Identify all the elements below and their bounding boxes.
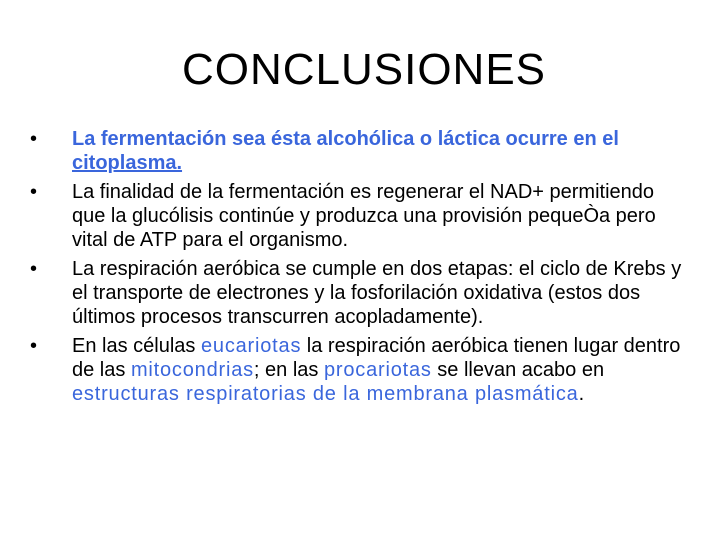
- citoplasma-link[interactable]: citoplasma.: [72, 152, 183, 174]
- bullet-item-3: [28, 257, 688, 329]
- bullet-dot: •: [30, 335, 38, 357]
- bullet-item-2: [28, 180, 688, 252]
- slide-title: CONCLUSIONES: [181, 45, 547, 94]
- bullet-dot: •: [30, 128, 38, 150]
- bullet-item-1: [28, 127, 688, 175]
- bullet-text: .: [578, 383, 585, 405]
- bullet-dot: •: [30, 181, 38, 203]
- bullet-text: ; en las: [253, 359, 324, 381]
- bullet-text: La finalidad de la fermentación es regenerar el NAD+ permitiendo que la glucólisis continúe y produzca una provisión pequeÒa pero vital de ATP para el organismo.: [72, 181, 656, 251]
- bullet-dot: •: [30, 258, 38, 280]
- estructuras-respiratorias-link[interactable]: estructuras respiratorias de la membrana plasmática: [72, 383, 579, 405]
- bullet-text: La fermentación sea ésta alcohólica o láctica ocurre en el: [72, 128, 619, 150]
- mitocondrias-link[interactable]: mitocondrias: [130, 359, 254, 381]
- eucariotas-link[interactable]: eucariotas: [200, 335, 302, 357]
- bullet-text: La respiración aeróbica se cumple en dos etapas: el ciclo de Krebs y el transporte de electrones y la fosforilación oxidativa (estos dos últimos procesos transcurren acopladamente).: [72, 258, 682, 328]
- bullet-text: En las células: [72, 335, 201, 357]
- bullet-text: se llevan acabo en: [431, 359, 605, 381]
- bullet-text: la respiración aeróbica tienen lugar dentro de las: [72, 335, 681, 381]
- bullet-item-4: [28, 334, 688, 406]
- procariotas-link[interactable]: procariotas: [323, 359, 432, 381]
- bullet-list: [28, 127, 688, 411]
